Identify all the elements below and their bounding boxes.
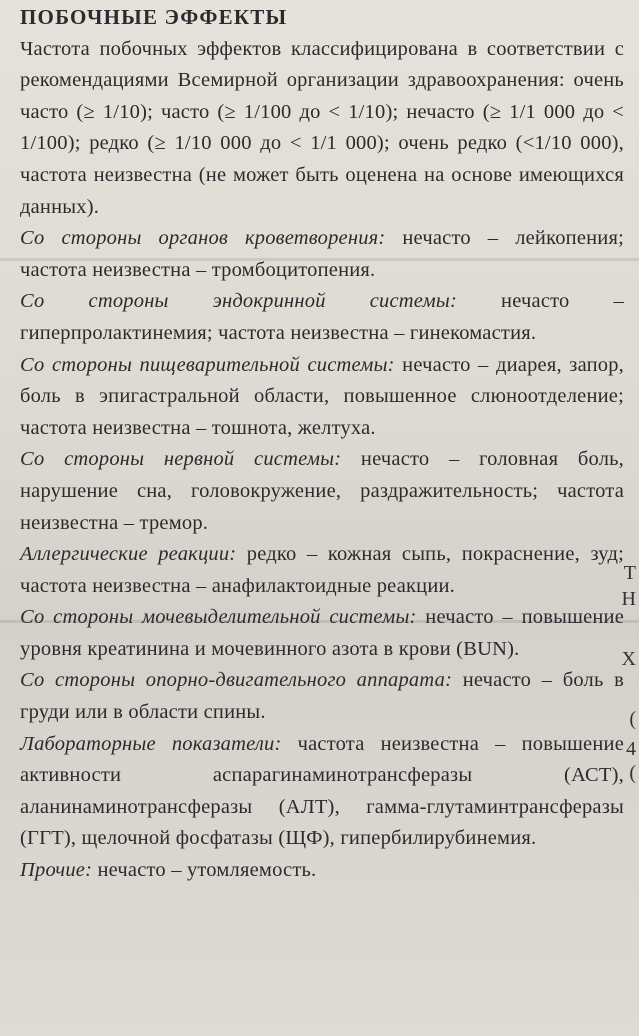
- category-label: Со стороны опорно-двигательного аппарата:: [20, 669, 453, 692]
- category-label: Со стороны нервной системы:: [20, 448, 342, 471]
- category-label: Со стороны эндокринной системы:: [20, 290, 457, 313]
- section-title: ПОБОЧНЫЕ ЭФФЕКТЫ: [20, 5, 288, 29]
- category-text: нечасто – лейкопения; частота неизвестна – тромбоцитопения.: [20, 227, 625, 281]
- section-hematopoietic: [20, 223, 624, 286]
- category-text: нечасто – боль в груди или в области спины.: [20, 669, 624, 724]
- edge-glyph: 4: [626, 738, 636, 760]
- category-text: частота неизвестна – повышение активности аспарагинаминотрансферазы (АСТ), аланинаминотрансферазы (АЛТ), гамма-глутаминтрансферазы (ГГТ), щелочной фосфатазы (ЩФ), гипербилирубинемия.: [20, 732, 625, 850]
- category-text: нечасто – диарея, запор, боль в эпигастральной области, повышенное слюноотделение; частота неизвестна – тошнота, желтуха.: [20, 353, 625, 439]
- category-label: Аллергические реакции:: [20, 543, 237, 566]
- section-urinary: [20, 602, 624, 665]
- category-label: Со стороны органов кроветворения:: [20, 227, 386, 250]
- section-nervous: [20, 444, 624, 539]
- edge-glyph: (: [629, 762, 636, 784]
- category-text: нечасто – головная боль, нарушение сна, головокружение, раздражительность; частота неизвестна – тремор.: [20, 448, 624, 534]
- category-text: нечасто – утомляемость.: [92, 859, 317, 882]
- category-label: Прочие:: [20, 859, 93, 882]
- section-laboratory: [20, 729, 624, 855]
- edge-glyph: Х: [621, 648, 636, 670]
- side-effects-text: [20, 2, 624, 887]
- section-digestive: [20, 350, 624, 445]
- category-label: Лабораторные показатели:: [20, 732, 282, 755]
- category-text: нечасто – гиперпролактинемия; частота неизвестна – гинекомастия.: [20, 290, 624, 344]
- category-text: редко – кожная сыпь, покраснение, зуд; частота неизвестна – анафилактоидные реакции.: [20, 543, 624, 597]
- edge-glyph: Т: [623, 562, 636, 584]
- category-text: нечасто – повышение уровня креатинина и мочевинного азота в крови (BUN).: [20, 606, 625, 660]
- edge-glyph: (: [629, 708, 636, 730]
- section-other: [20, 855, 624, 887]
- section-musculoskeletal: [20, 665, 624, 728]
- category-label: Со стороны пищеварительной системы:: [20, 353, 395, 376]
- section-endocrine: [20, 286, 624, 349]
- category-label: Со стороны мочевыделительной системы:: [20, 606, 417, 629]
- section-allergic: [20, 539, 624, 602]
- intro-paragraph: Частота побочных эффектов классифицирована в соответствии с рекомендациями Всемирной организации здравоохранения: очень часто (≥ 1/10); часто (≥ 1/100 до < 1/10); нечасто (≥ 1/1 000 до < 1/100); редко (≥ 1/10 000 до < 1/1 000); очень редко (<1/10 000), частота неизвестна (не может быть оценена на основе имеющихся данных).: [20, 37, 624, 218]
- edge-glyph: Н: [621, 588, 636, 610]
